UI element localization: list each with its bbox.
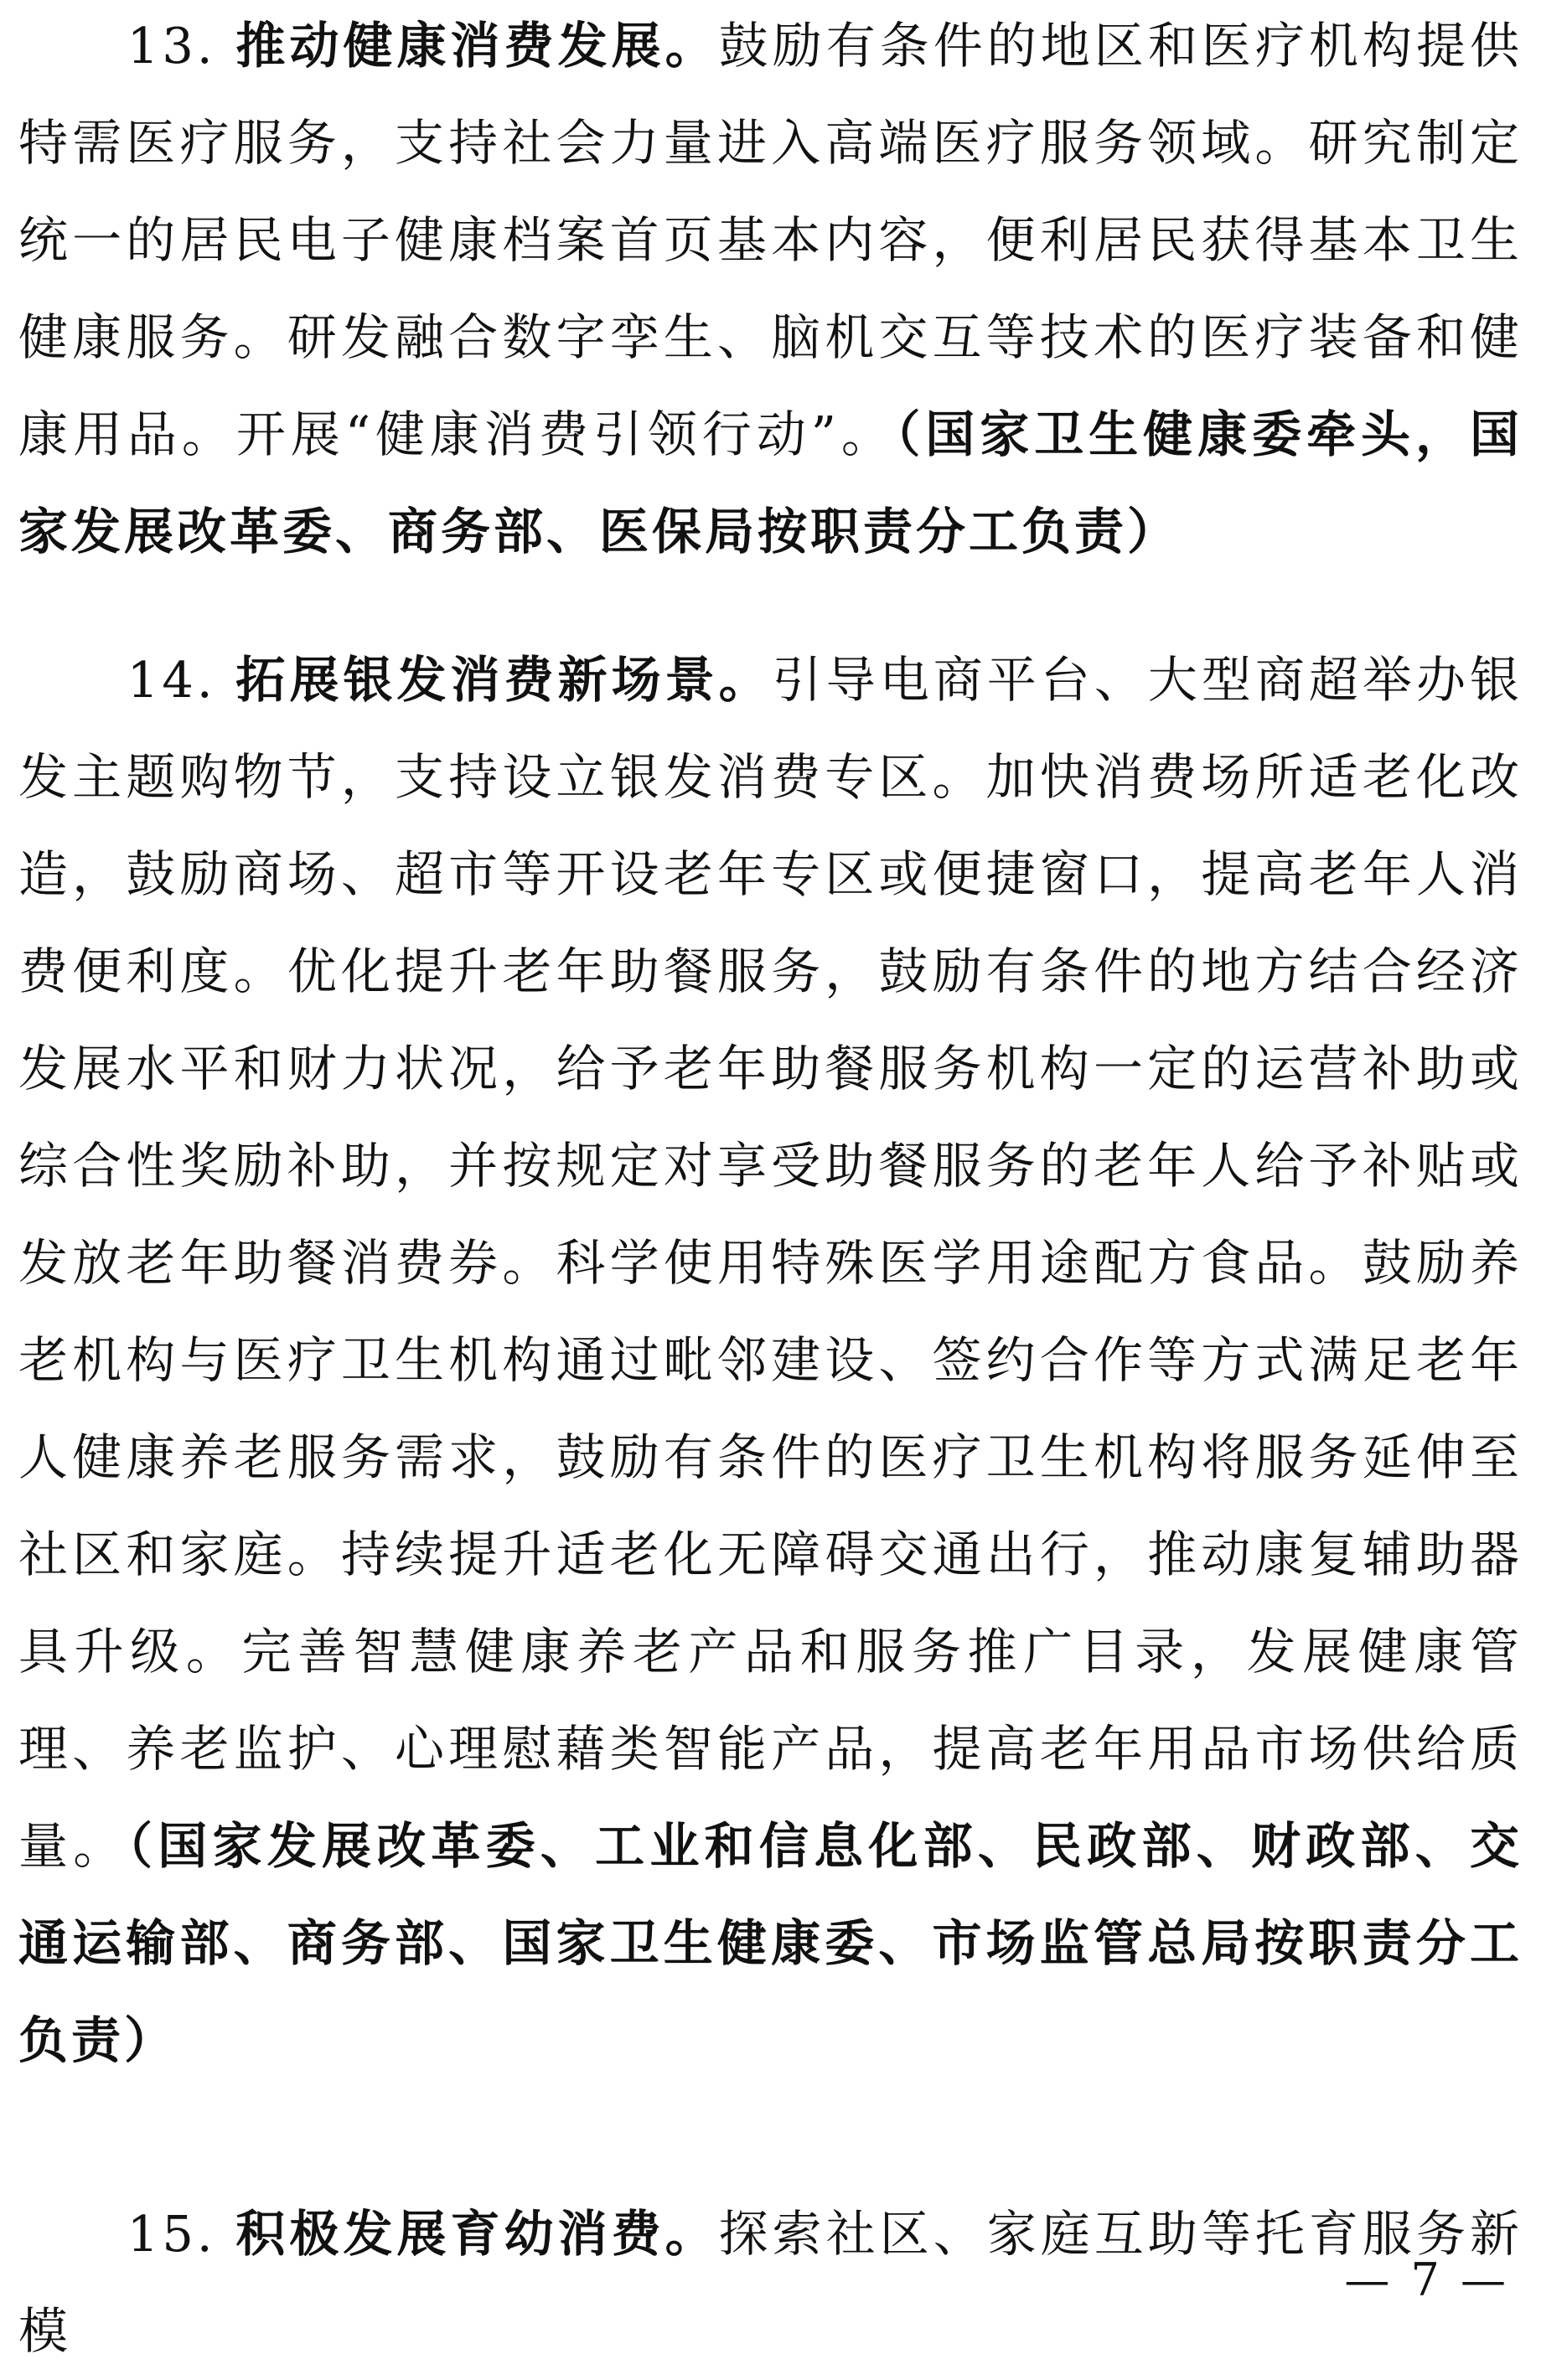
- paragraph-15-body: 探索社区、家庭互助等托育服务新模: [18, 2205, 1523, 2360]
- paragraph-14-heading: 拓展银发消费新场景。: [235, 651, 773, 709]
- paragraph-14-body: 引导电商平台、大型商超举办银发主题购物节，支持设立银发消费专区。加快消费场所适老化改造，鼓励商场、超市等开设老年专区或便捷窗口，提高老年人消费便利度。优化提升老年助餐服务，鼓励有条件的地方结合经济发展水平和财力状况，给予老年助餐服务机构一定的运营补助或综合性奖励补助，并按规定对享受助餐服务的老年人给予补贴或发放老年助餐消费券。科学使用特殊医学用途配方食品。鼓励养老机构与医疗卫生机构通过毗邻建设、签约合作等方式满足老年人健康养老服务需求，鼓励有条件的医疗卫生机构将服务延伸至社区和家庭。持续提升适老化无障碍交通出行，推动康复辅助器具升级。完善智慧健康养老产品和服务推广目录，发展健康管理、养老监护、心理慰藉类智能产品，提高老年用品市场供给质量。: [18, 651, 1523, 1875]
- paragraph-14-number: 14.: [127, 651, 216, 709]
- paragraph-13-heading: 推动健康消费发展。: [235, 17, 719, 75]
- paragraph-13: [18, 0, 1523, 581]
- paragraph-15-number: 15.: [127, 2205, 216, 2263]
- paragraph-13-number: 13.: [127, 17, 216, 75]
- paragraph-13-body: 鼓励有条件的地区和医疗机构提供特需医疗服务，支持社会力量进入高端医疗服务领域。研究制定统一的居民电子健康档案首页基本内容，便利居民获得基本卫生健康服务。研发融合数字孪生、脑机交互等技术的医疗装备和健康用品。开展“健康消费引领行动”。: [18, 17, 1523, 463]
- paragraph-15: [18, 2186, 1523, 2380]
- paragraph-14-responsibility: （国家发展改革委、工业和信息化部、民政部、财政部、交通运输部、商务部、国家卫生健康委、市场监管总局按职责分工负责）: [18, 1817, 1523, 2069]
- page-number: — 7 —: [1344, 2254, 1509, 2306]
- paragraph-15-heading: 积极发展育幼消费。: [235, 2205, 719, 2263]
- paragraph-13-responsibility: （国家卫生健康委牵头，国家发展改革委、商务部、医保局按职责分工负责）: [18, 405, 1523, 560]
- paragraph-14: [18, 632, 1523, 2089]
